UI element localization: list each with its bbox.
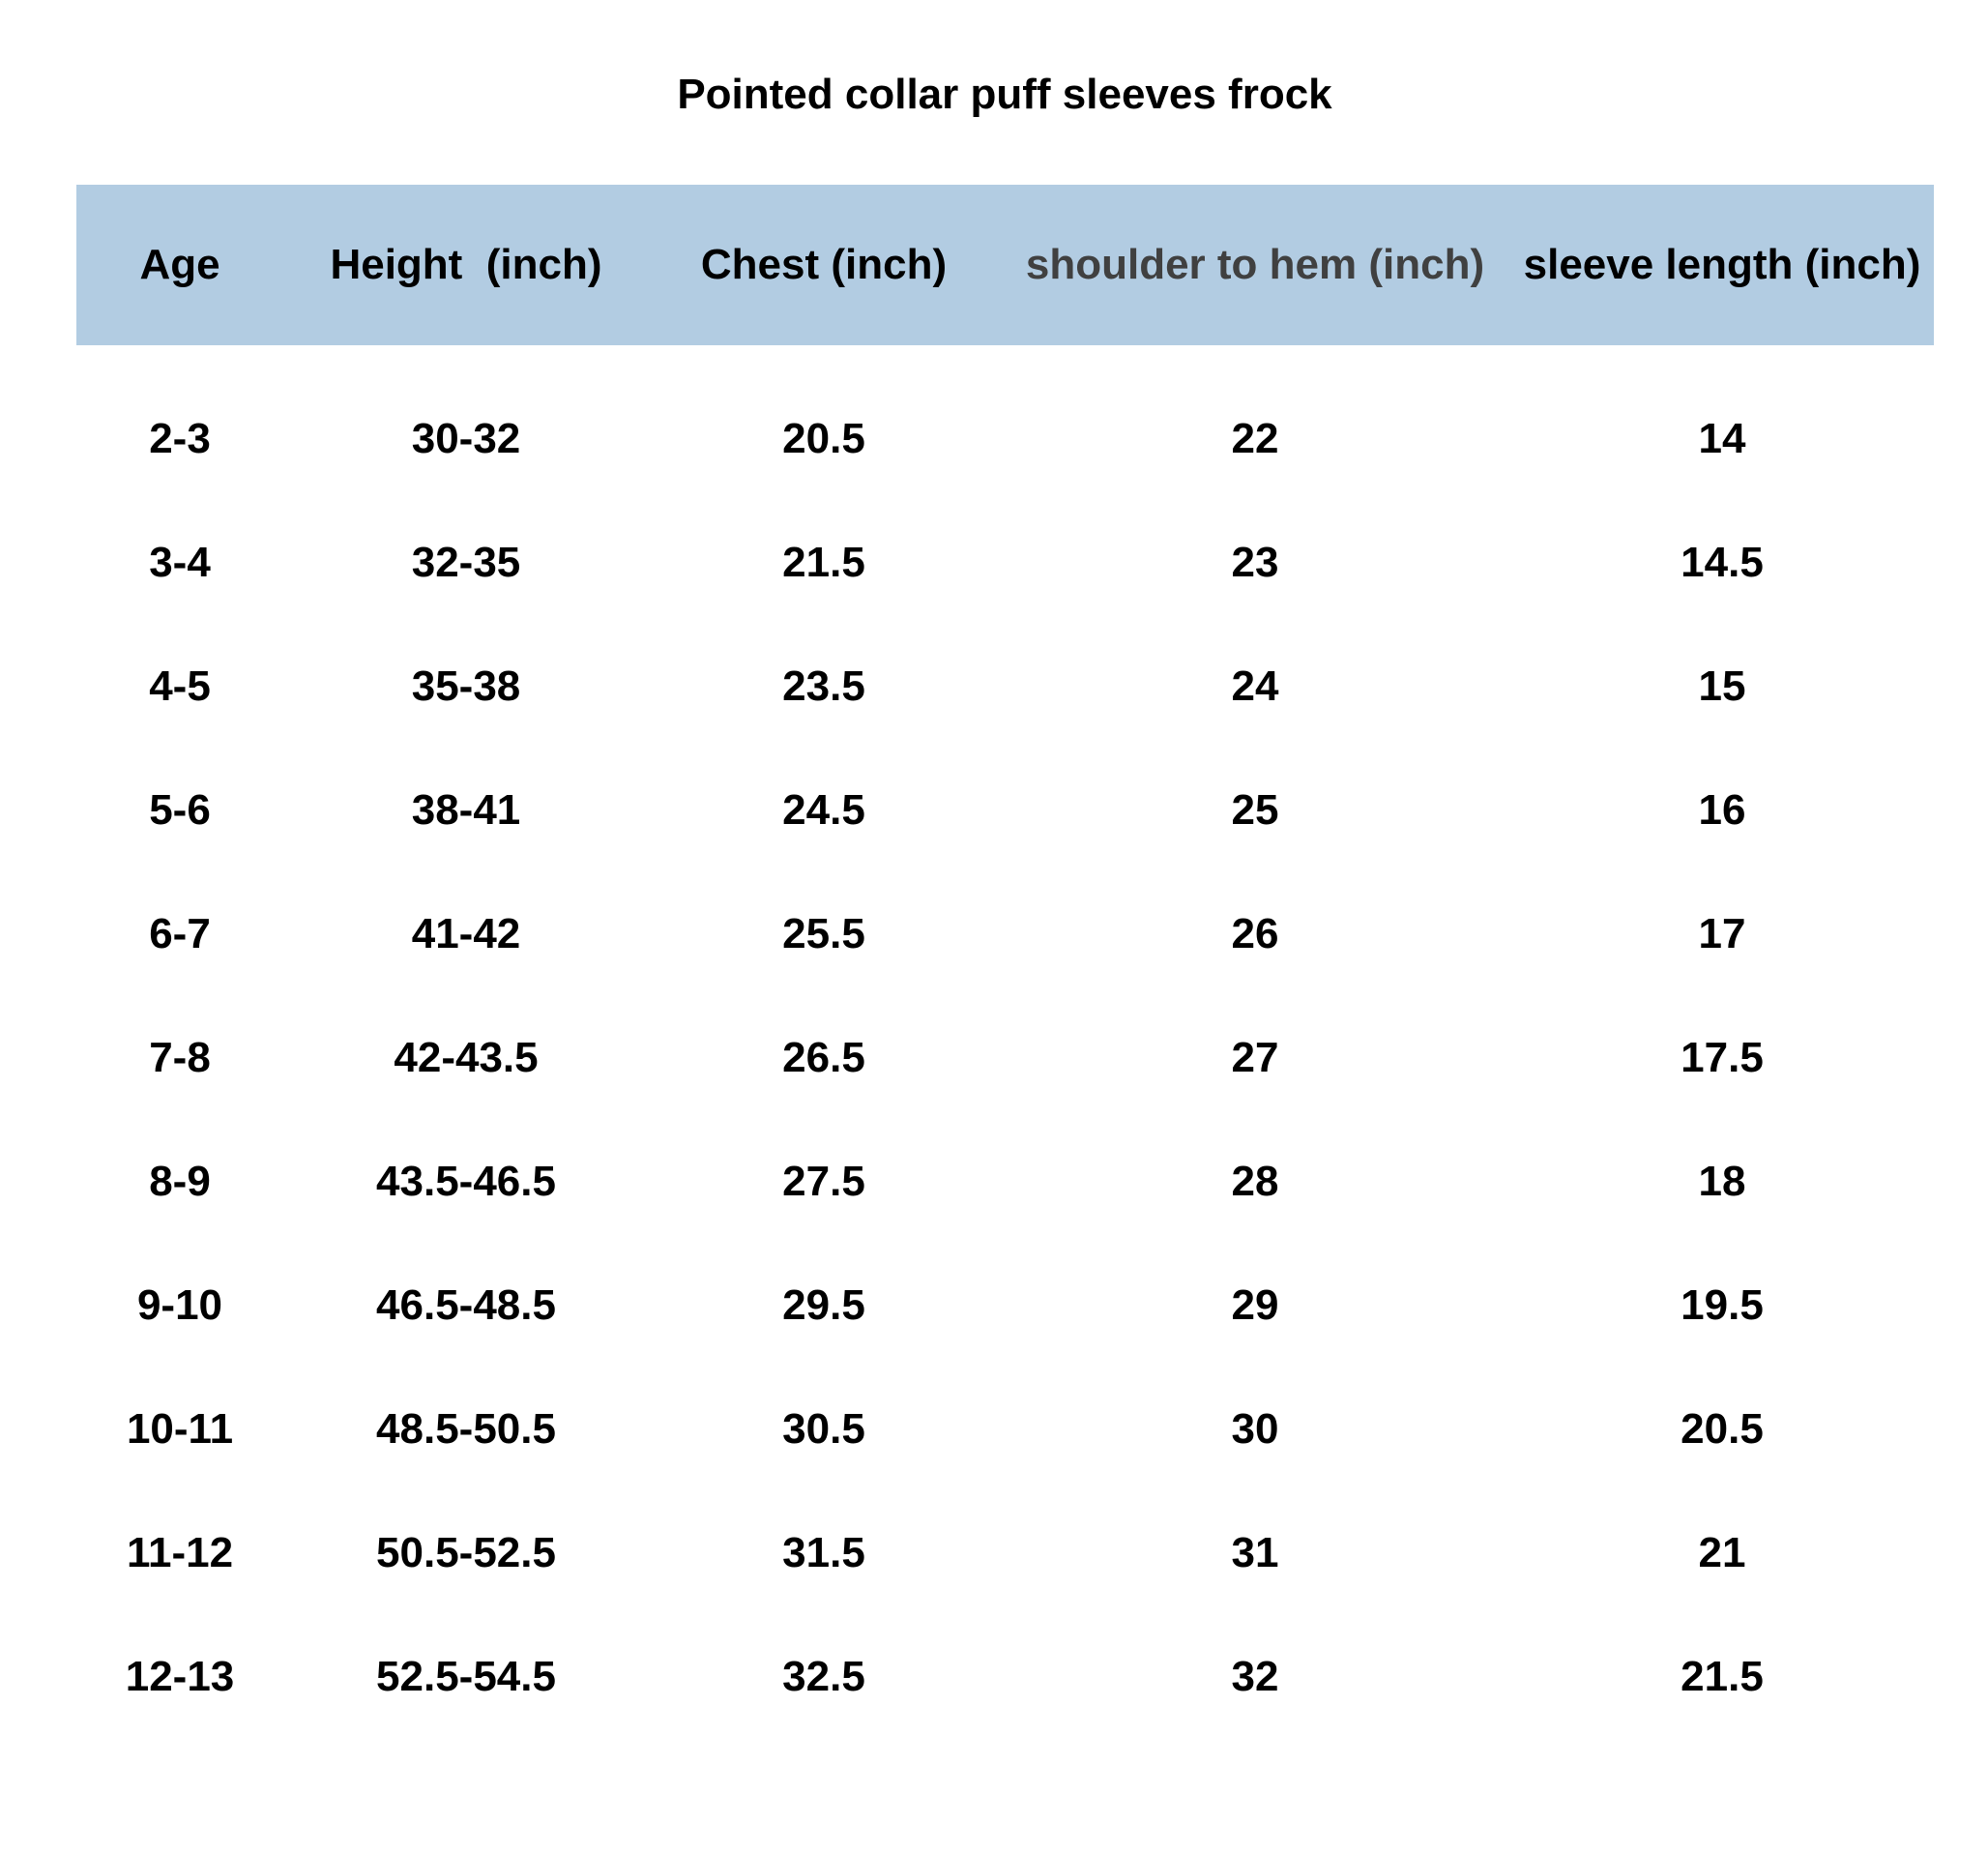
cell-sleeve-length: 17.5 [1681,1034,1764,1081]
cell-chest: 25.5 [782,910,865,957]
cell-height: 50.5-52.5 [376,1529,556,1576]
cell-age: 7-8 [149,1034,211,1081]
cell-height: 48.5-50.5 [376,1405,556,1453]
cell-height: 43.5-46.5 [376,1158,556,1205]
cell-shoulder-to-hem: 27 [1231,1034,1279,1081]
cell-shoulder-to-hem: 23 [1231,539,1279,586]
cell-shoulder-to-hem: 24 [1231,662,1279,710]
column-header-sleeve-length: sleeve length (inch) [1523,241,1921,288]
cell-height: 35-38 [411,662,521,710]
cell-age: 4-5 [149,662,211,710]
cell-height: 38-41 [411,786,521,834]
cell-shoulder-to-hem: 32 [1231,1653,1279,1700]
cell-chest: 20.5 [782,415,865,462]
cell-chest: 31.5 [782,1529,865,1576]
cell-age: 11-12 [126,1529,234,1576]
cell-shoulder-to-hem: 25 [1231,786,1279,834]
cell-sleeve-length: 19.5 [1681,1281,1764,1329]
cell-chest: 27.5 [782,1158,865,1205]
cell-sleeve-length: 21 [1698,1529,1746,1576]
column-header-shoulder-to-hem: shoulder to hem (inch) [1025,241,1485,288]
page-title: Pointed collar puff sleeves frock [677,71,1332,118]
cell-chest: 26.5 [782,1034,865,1081]
cell-sleeve-length: 21.5 [1681,1653,1764,1700]
cell-shoulder-to-hem: 31 [1231,1529,1279,1576]
cell-chest: 32.5 [782,1653,865,1700]
cell-height: 42-43.5 [394,1034,539,1081]
cell-shoulder-to-hem: 26 [1231,910,1279,957]
cell-sleeve-length: 15 [1698,662,1746,710]
cell-age: 8-9 [149,1158,211,1205]
cell-shoulder-to-hem: 29 [1231,1281,1279,1329]
cell-height: 52.5-54.5 [376,1653,556,1700]
cell-height: 30-32 [411,415,521,462]
cell-age: 2-3 [149,415,211,462]
column-header-chest: Chest (inch) [700,241,948,288]
cell-age: 3-4 [149,539,211,586]
cell-chest: 23.5 [782,662,865,710]
cell-sleeve-length: 14.5 [1681,539,1764,586]
cell-age: 12-13 [125,1653,235,1700]
cell-sleeve-length: 17 [1698,910,1746,957]
cell-chest: 24.5 [782,786,865,834]
cell-chest: 21.5 [782,539,865,586]
cell-age: 5-6 [149,786,211,834]
cell-sleeve-length: 18 [1698,1158,1746,1205]
cell-shoulder-to-hem: 30 [1231,1405,1279,1453]
cell-sleeve-length: 20.5 [1681,1405,1764,1453]
cell-shoulder-to-hem: 28 [1231,1158,1279,1205]
cell-age: 6-7 [149,910,211,957]
cell-chest: 29.5 [782,1281,865,1329]
cell-chest: 30.5 [782,1405,865,1453]
column-header-height: Height (inch) [330,241,602,288]
cell-height: 32-35 [411,539,521,586]
cell-sleeve-length: 16 [1698,786,1746,834]
cell-shoulder-to-hem: 22 [1231,415,1279,462]
cell-age: 10-11 [126,1405,234,1453]
cell-age: 9-10 [136,1281,223,1329]
cell-height: 46.5-48.5 [376,1281,556,1329]
column-header-age: Age [139,241,220,288]
cell-height: 41-42 [411,910,521,957]
cell-sleeve-length: 14 [1698,415,1746,462]
